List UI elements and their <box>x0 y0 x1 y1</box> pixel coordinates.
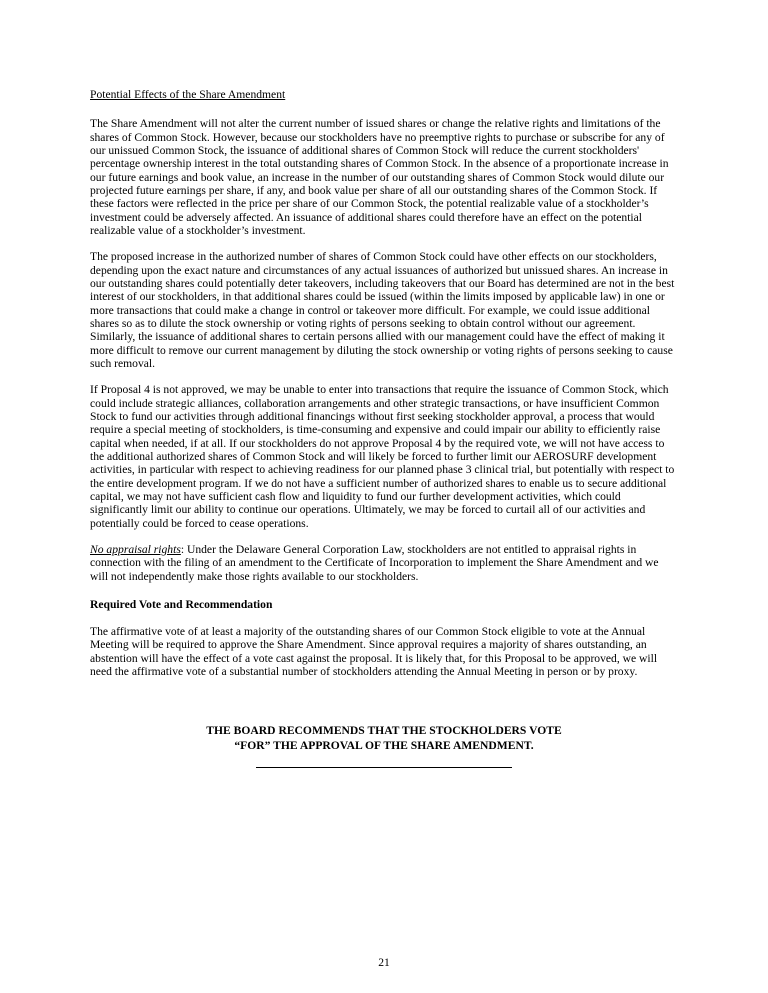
paragraph-share-amendment-effects: The Share Amendment will not alter the current number of issued shares or change the relative rights and limitations of the shares of Common Stock. However, because our stockholders have no preemptive rights to purchase or subscribe for any of our unissued Common Stock, the issuance of additional shares of Common Stock will reduce the current stockholders' percentage ownership interest in the total outstanding shares of Common Stock. In the absence of a proportionate increase in our future earnings and book value, an increase in the number of our outstanding shares of Common Stock would dilute our projected future earnings per share, if any, and book value per share of all our outstanding shares of the Common Stock. If these factors were reflected in the price per share of our Common Stock, the potential realizable value of a stockholder’s investment could be adversely affected. An issuance of additional shares could therefore have an effect on the potential realizable value of a stockholder’s investment. <box>90 117 669 237</box>
paragraph-required-vote: The affirmative vote of at least a majority of the outstanding shares of our Common Stock eligible to vote at the Annual Meeting will be required to approve the Share Amendment. Since approval requires a majority of shares outstanding, an abstention will have the effect of a vote cast against the proposal. It is likely that, for this Proposal to be approved, we will need the affirmative vote of a substantial number of stockholders attending the Annual Meeting in person or by proxy. <box>90 625 658 679</box>
board-recommendation-line1: THE BOARD RECOMMENDS THAT THE STOCKHOLDERS VOTE <box>206 724 562 738</box>
page-number: 21 <box>378 955 390 969</box>
no-appraisal-rights-lead: No appraisal rights <box>90 542 181 556</box>
no-appraisal-rights-text: : Under the Delaware General Corporation Law, stockholders are not entitled to appraisal rights in connection with the filing of an amendment to the Certificate of Incorporation to implement the Share Amendment and we will not independently make those rights available to our stockholders. <box>90 542 659 583</box>
board-recommendation-line2: “FOR” THE APPROVAL OF THE SHARE AMENDMENT. <box>234 738 534 752</box>
paragraph-proposed-increase-effects: The proposed increase in the authorized number of shares of Common Stock could have other effects on our stockholders, depending upon the exact nature and circumstances of any actual issuances of authorized but unissued shares. An increase in our outstanding shares could potentially deter takeovers, including takeovers that our Board has determined are not in the best interest of our stockholders, in that additional shares could be issued (within the limits imposed by applicable law) in one or more transactions that could make a change in control or takeover more difficult. For example, we could issue additional shares so as to dilute the stock ownership or voting rights of persons seeking to obtain control without our agreement. Similarly, the issuance of additional shares to certain persons allied with our management could have the effect of making it more difficult to remove our current management by diluting the stock ownership or voting rights of persons seeking to cause such removal. <box>90 250 675 370</box>
section-heading: Potential Effects of the Share Amendment <box>90 88 286 101</box>
required-vote-heading: Required Vote and Recommendation <box>90 597 273 611</box>
paragraph-no-appraisal-rights <box>90 543 678 583</box>
separator-line <box>256 767 512 768</box>
board-recommendation <box>90 724 678 753</box>
paragraph-proposal-4-not-approved: If Proposal 4 is not approved, we may be unable to enter into transactions that require the issuance of Common Stock, which could include strategic alliances, collaboration arrangements and other strategic transactions, or have insufficient Common Stock to fund our activities through additional financings without first seeking stockholder approval, a process that would require a special meeting of stockholders, is time-consuming and expensive and could impair our ability to efficiently raise capital when needed, if at all. If our stockholders do not approve Proposal 4 by the required vote, we will not have access to the additional authorized shares of Common Stock and will likely be forced to further limit our AEROSURF development activities, in particular with respect to achieving readiness for our planned phase 3 clinical trial, but potentially with respect to the entire development program. If we do not have a sufficient number of authorized shares to enable us to secure additional capital, we may not have sufficient cash flow and liquidity to fund our further development activities, which could significantly limit our ability to continue our operations. Ultimately, we may be forced to curtail all of our activities and potentially could be forced to cease operations. <box>90 383 675 530</box>
